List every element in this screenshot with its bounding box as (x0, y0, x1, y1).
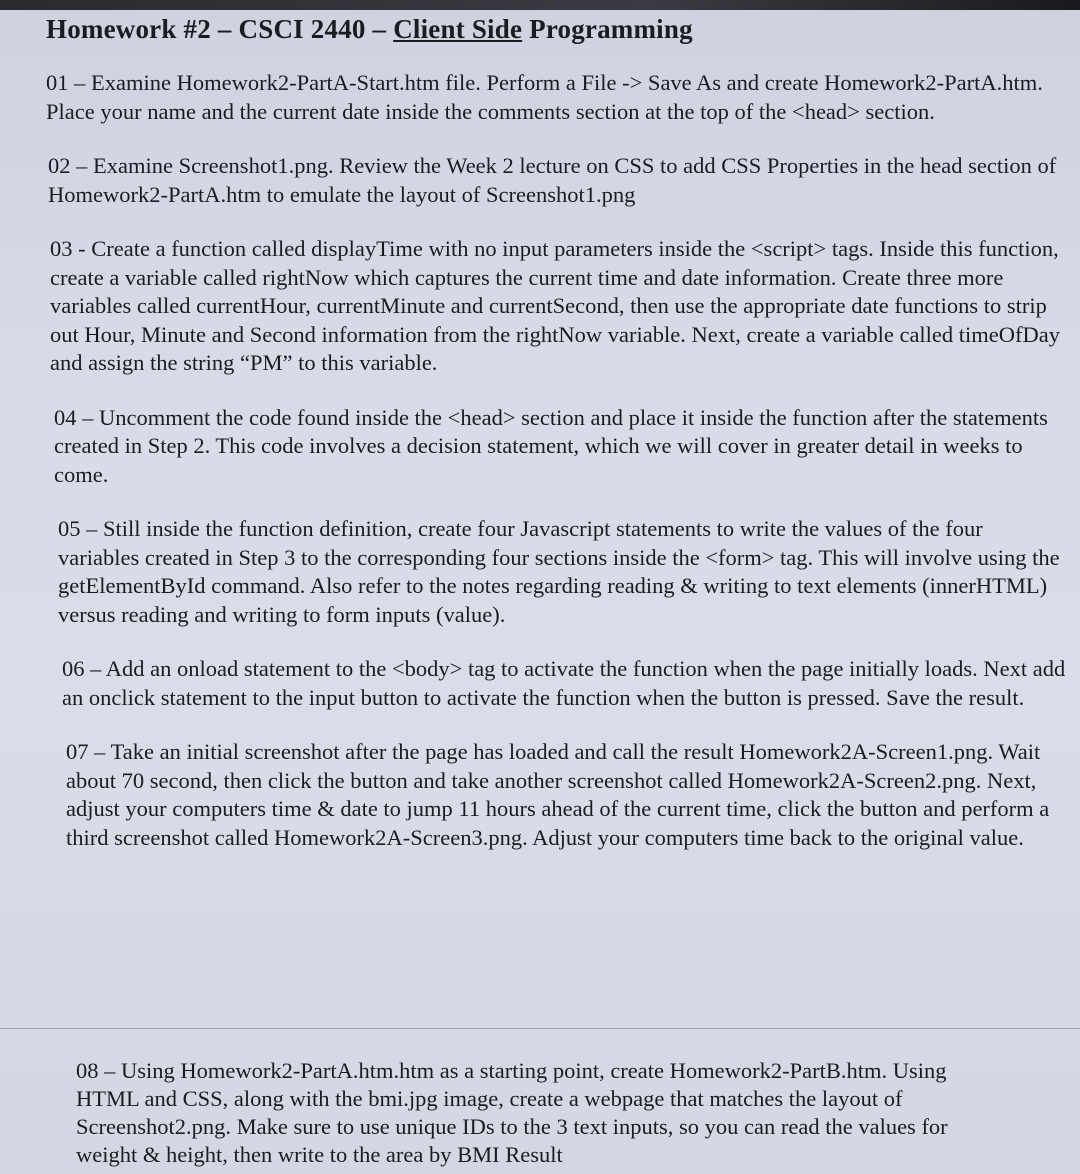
document-title (46, 14, 1066, 45)
page-break-line (0, 1028, 1080, 1029)
title-suffix: Programming (522, 14, 693, 44)
step-05: 05 – Still inside the function definition, create four Javascript statements to write the values of the four variables created in Step 3 to the corresponding four sections inside the <form> tag. This will involve using the getElementById command. Also refer to the notes regarding reading & writing to text elements (innerHTML) versus reading and writing to form inputs (value). (58, 516, 1060, 627)
step-06: 06 – Add an onload statement to the <body> tag to activate the function when the page initially loads. Next add an onclick statement to the input button to activate the function when the button is pressed. Save the result. (62, 656, 1066, 710)
title-prefix: Homework #2 – CSCI 2440 – (46, 14, 394, 44)
step-01: 01 – Examine Homework2-PartA-Start.htm file. Perform a File -> Save As and create Homework2-PartA.htm. Place your name and the current date inside the comments section at the top of the <head> section. (46, 70, 1043, 124)
step-08: 08 – Using Homework2-PartA.htm.htm as a starting point, create Homework2-PartB.htm. Using HTML and CSS, along with the bmi.jpg image, create a webpage that matches the layout of Screenshot2.png. Make sure to use unique IDs to the 3 text inputs, so you can read the values for weight & height, then write to the area by BMI Result (76, 1057, 948, 1167)
title-underlined: Client Side (393, 14, 523, 44)
step-04: 04 – Uncomment the code found inside the <head> section and place it inside the function after the statements created in Step 2. This code involves a decision statement, which we will cover in greater detail in weeks to come. (54, 404, 1048, 487)
step-07: 07 – Take an initial screenshot after the page has loaded and call the result Homework2A-Screen1.png. Wait about 70 second, then click the button and take another screenshot called Homework2A-Screen2.png. Next, adjust your computers time & date to jump 11 hours ahead of the current time, click the button and perform a third screenshot called Homework2A-Screen3.png. Adjust your computers time back to the original value. (66, 739, 1050, 850)
top-dark-strip (0, 0, 1080, 10)
step-02: 02 – Examine Screenshot1.png. Review the Week 2 lecture on CSS to add CSS Properties in the head section of Homework2-PartA.htm to emulate the layout of Screenshot1.png (48, 153, 1057, 207)
document-body (46, 14, 1066, 878)
step-03: 03 - Create a function called displayTime with no input parameters inside the <script> tags. Inside this function, create a variable called rightNow which captures the current time and date information. Create three more variables called currentHour, currentMinute and currentSecond, then use the appropriate date functions to strip out Hour, Minute and Second information from the rightNow variable. Next, create a variable called timeOfDay and assign the string “PM” to this variable. (50, 236, 1061, 375)
